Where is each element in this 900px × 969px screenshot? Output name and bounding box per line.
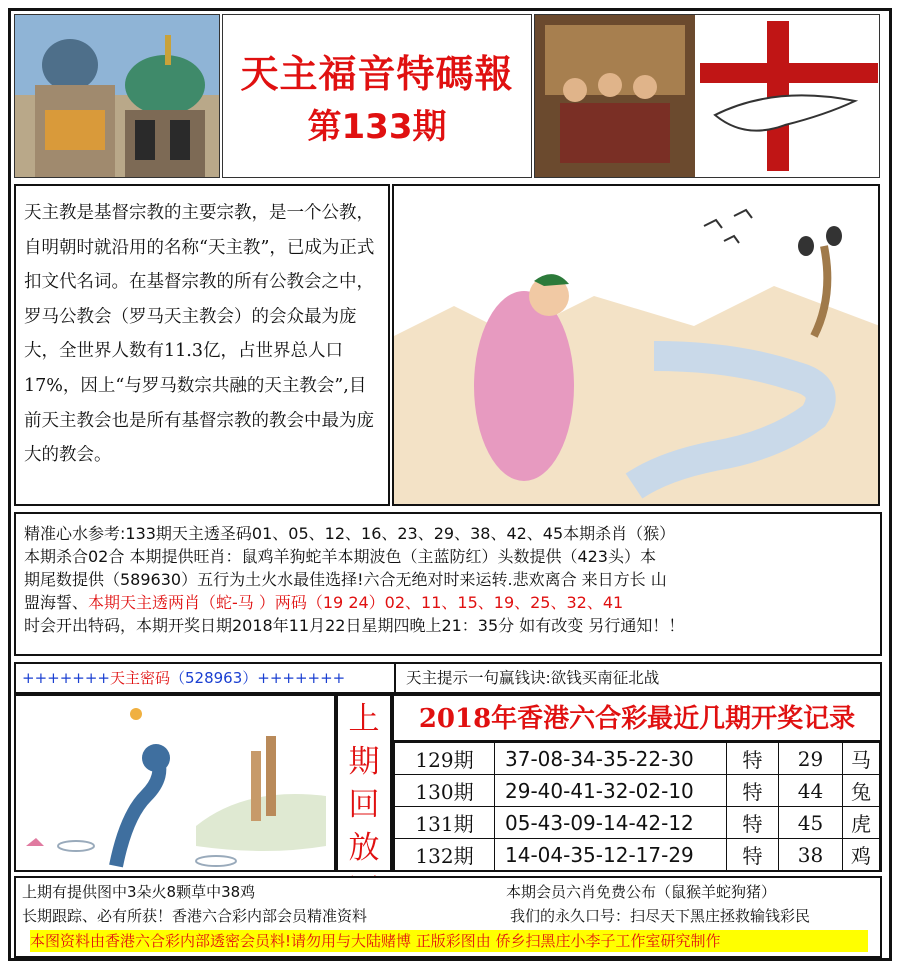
- table-row: [395, 839, 880, 871]
- issue-cell: 130期: [395, 775, 495, 807]
- notice-line: [24, 591, 872, 614]
- dragon-illustration: [14, 694, 336, 872]
- table-row: [395, 807, 880, 839]
- footer-last-issue: 上期有提供图中3朵火8颗草中38鸡: [22, 883, 256, 901]
- footer-disclaimer: 本图资料由香港六合彩内部透密会员料!请勿用与大陆赌博 正版彩图由 侨乡扫黑庄小李子工作室研究制作: [30, 930, 868, 952]
- numbers-cell: 29-40-41-32-02-10: [495, 775, 727, 807]
- secret-code-row: [14, 662, 882, 694]
- notice-line: 精准心水参考:133期天主透圣码01、05、12、16、23、29、38、42、45本期杀肖（猴）: [24, 524, 676, 543]
- newsletter-title: 天主福音特碼報: [240, 52, 514, 96]
- special-label: 特: [727, 775, 779, 807]
- draw-records: [392, 694, 882, 872]
- cathedral-image: [14, 14, 220, 178]
- zodiac-cell: 马: [843, 743, 880, 775]
- intro-paragraph: 天主教是基督宗教的主要宗教，是一个公教，自明朝时就沿用的名称“天主教”，已成为正式扣文代名词。在基督宗教的所有公教会之中，罗马公教会（罗马天主教会）的会众最为庞大，全世界人数有11.3亿，占世界总人口17%，因上“与罗马数宗共融的天主教会”,目前天主教会也是所有基督宗教的教会中最为庞大的教会。: [24, 203, 375, 466]
- zodiac-cell: 鸡: [843, 839, 880, 871]
- issue-cell: 131期: [395, 807, 495, 839]
- special-number: 38: [779, 839, 843, 871]
- secret-code: [16, 664, 396, 692]
- winning-tip: 天主提示一句赢钱诀:欲钱买南征北战: [406, 669, 660, 687]
- intro-article: [14, 184, 390, 506]
- records-title: 2018年香港六合彩最近几期开奖记录: [394, 696, 880, 742]
- special-number: 45: [779, 807, 843, 839]
- replay-char: 放: [348, 830, 380, 866]
- code-prefix: +++++++: [22, 669, 110, 687]
- numbers-cell: 14-04-35-12-17-29: [495, 839, 727, 871]
- numbers-cell: 05-43-09-14-42-12: [495, 807, 727, 839]
- replay-char: 上: [348, 701, 380, 737]
- code-suffix: +++++++: [257, 669, 346, 687]
- notice-text: 盟海誓、: [24, 593, 89, 612]
- religious-art-image: [534, 14, 880, 178]
- code-label: 天主密码: [109, 669, 170, 687]
- special-label: 特: [727, 743, 779, 775]
- zodiac-cell: 兔: [843, 775, 880, 807]
- special-number: 44: [779, 775, 843, 807]
- records-table: [394, 742, 880, 871]
- footer-slogan: 我们的永久口号：扫尽天下黑庄拯救输钱彩民: [510, 907, 811, 925]
- special-label: 特: [727, 807, 779, 839]
- scholar-illustration: [392, 184, 880, 506]
- footer: [14, 876, 882, 958]
- zodiac-cell: 虎: [843, 807, 880, 839]
- table-row: [395, 743, 880, 775]
- notice-line: 本期杀合02合 本期提供旺肖：鼠鸡羊狗蛇羊本期波色（主蓝防红）头数提供（423头）本: [24, 547, 656, 566]
- last-issue-replay-label: [336, 694, 392, 872]
- footer-member-info: 长期跟踪、必有所获！香港六合彩内部会员精准资料: [22, 907, 368, 925]
- prediction-notice: [14, 512, 882, 656]
- issue-number: 第133期: [307, 107, 447, 147]
- special-label: 特: [727, 839, 779, 871]
- issue-cell: 129期: [395, 743, 495, 775]
- table-row: [395, 775, 880, 807]
- numbers-cell: 37-08-34-35-22-30: [495, 743, 727, 775]
- issue-cell: 132期: [395, 839, 495, 871]
- title-block: [222, 14, 532, 178]
- replay-char: 期: [348, 744, 380, 780]
- notice-line: 时会开出特码，本期开奖日期2018年11月22日星期四晚上21：35分 如有改变 另行通知！！: [24, 616, 685, 635]
- replay-char: 回: [348, 787, 380, 823]
- footer-free-zodiacs: 本期会员六肖免费公布（鼠猴羊蛇狗猪）: [506, 883, 777, 901]
- code-value: （528963）: [170, 669, 258, 687]
- highlight-prediction: 本期天主透两肖（蛇-马 ）两码（19 24）02、11、15、19、25、32、41: [88, 593, 624, 612]
- notice-line: 期尾数提供（589630）五行为土火水最佳选择!六合无绝对时来运转.悲欢离合 来日方长 山: [24, 570, 667, 589]
- special-number: 29: [779, 743, 843, 775]
